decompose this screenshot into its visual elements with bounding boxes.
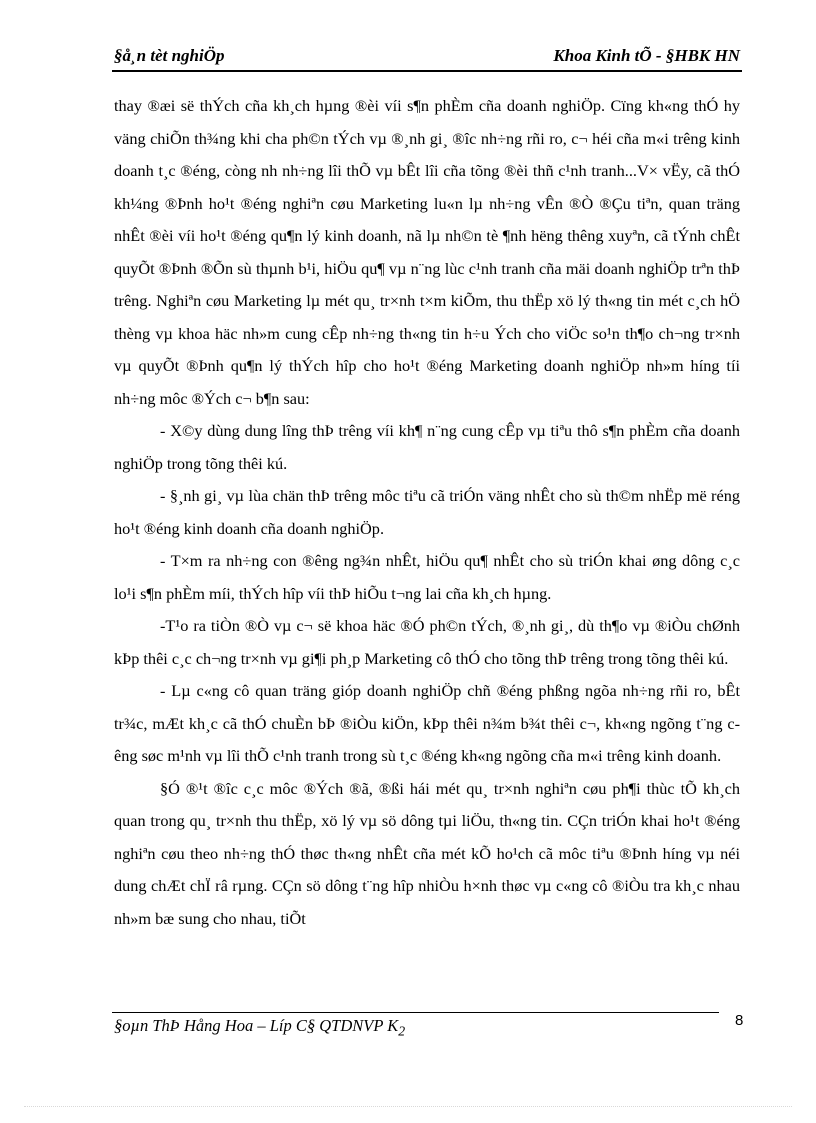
page-header [114, 46, 740, 70]
list-item-scientific-basis: -T¹o ra tiÒn ®Ò vµ c¬ së khoa häc ®Ó ph©n tÝch, ®¸nh gi¸, dù th¶o vµ ®iÒu chØnh kÞp thêi c¸c ch¬ng tr×nh vµ gi¶i ph¸p Marketing cô thÓ cho tõng thÞ trêng trong tõng thêi kú. [114, 616, 740, 668]
list-item-target-market: - §¸nh gi¸ vµ lùa chän thÞ trêng môc tiªu cã triÓn väng nhÊt cho sù th©m nhËp më réng ho¹t ®éng kinh doanh cña doanh nghiÖp. [114, 486, 740, 538]
page-edge-divider [24, 1106, 792, 1107]
header-left-title: §å¸n tèt nghiÖp [114, 46, 225, 65]
paragraph-research-process: §Ó ®¹t ®îc c¸c môc ®Ých ®ã, ®ßi hái mét qu¸ tr×nh nghiªn cøu ph¶i thùc tÕ kh¸ch quan trong qu¸ tr×nh thu thËp, xö lý vµ sö dông tµi liÖu, th«ng tin. CÇn triÓn khai ho¹t ®éng nghiªn cøu theo nh÷ng thÓ thøc th«ng nhÊt cña mét kÕ ho¹ch cã môc tiªu ®Þnh híng vµ néi dung chÆt chÏ râ rµng. CÇn sö dông t¨ng hîp nhiÒu h×nh thøc vµ c«ng cô ®iÒu tra kh¸c nhau nh»m bæ sung cho nhau, tiÕt [114, 778, 740, 928]
header-rule [112, 70, 742, 72]
header-right-title: Khoa Kinh tÕ - §HBK HN [553, 46, 740, 65]
paragraph-intro: thay ®æi së thÝch cña kh¸ch hµng ®èi víi s¶n phÈm cña doanh nghiÖp. Cïng kh«ng thÓ hy väng chiÕn th¾ng khi cha ph©n tÝch vµ ®¸nh gi¸ ®îc nh÷ng rñi ro, c¬ héi cña m«i trêng kinh doanh t¸c ®éng, còng nh nh÷ng lîi thÕ vµ bÊt lîi cña tõng ®èi thñ c¹nh tranh...V× vËy, cã thÓ kh¼ng ®Þnh ho¹t ®éng nghiªn cøu Marketing lu«n lµ nh÷ng vÊn ®Ò ®Çu tiªn, quan träng nhÊt ®èi víi ho¹t ®éng qu¶n lý kinh doanh, nã lµ nh©n tè ¶nh hëng thêng xuyªn, cã tÝnh chÊt quyÕt ®Þnh ®Õn sù thµnh b¹i, hiÖu qu¶ vµ n¨ng lùc c¹nh tranh cña mäi doanh nghiÖp trªn thÞ trêng. Nghiªn cøu Marketing lµ mét qu¸ tr×nh t×m kiÕm, thu thËp xö lý th«ng tin mét c¸ch hÖ thèng vµ khoa häc nh»m cung cÊp nh÷ng th«ng tin h÷u Ých cho viÖc so¹n th¶o ch¬ng tr×nh vµ quyÕt ®Þnh qu¶n lý thÝch hîp cho ho¹t ®éng Marketing doanh nghiÖp nh»m híng tíi nh÷ng môc ®Ých c¬ b¶n sau: [114, 96, 740, 408]
list-item-risk-tool: - Lµ c«ng cô quan träng gióp doanh nghiÖp chñ ®éng phßng ngõa nh÷ng rñi ro, bÊt tr¾c, mÆt kh¸c cã thÓ chuÈn bÞ ®iÒu kiÖn, kÞp thêi n¾m b¾t thêi c¬, kh«ng ngõng t¨ng cêng søc m¹nh vµ lîi thÕ c¹nh tranh trong sù t¸c ®éng kh«ng ngõng cña m«i trêng kinh doanh. [114, 681, 740, 765]
document-body [114, 90, 740, 935]
footer-author-subscript: 2 [398, 1023, 406, 1039]
page-footer [114, 1016, 405, 1039]
footer-author: §oµn ThÞ Hång Hoa – Líp C§ QTDNVP K [114, 1016, 399, 1035]
footer-rule [112, 1012, 719, 1013]
list-item-new-products: - T×m ra nh÷ng con ®êng ng¾n nhÊt, hiÖu qu¶ nhÊt cho sù triÓn khai øng dông c¸c lo¹i s¶n phÈm míi, thÝch hîp víi thÞ hiÕu t¬ng lai cña kh¸ch hµng. [114, 551, 740, 603]
page-number: 8 [735, 1012, 744, 1029]
list-item-market-capacity: - X©y dùng dung lîng thÞ trêng víi kh¶ n¨ng cung cÊp vµ tiªu thô s¶n phÈm cña doanh nghiÖp trong tõng thêi kú. [114, 421, 740, 473]
